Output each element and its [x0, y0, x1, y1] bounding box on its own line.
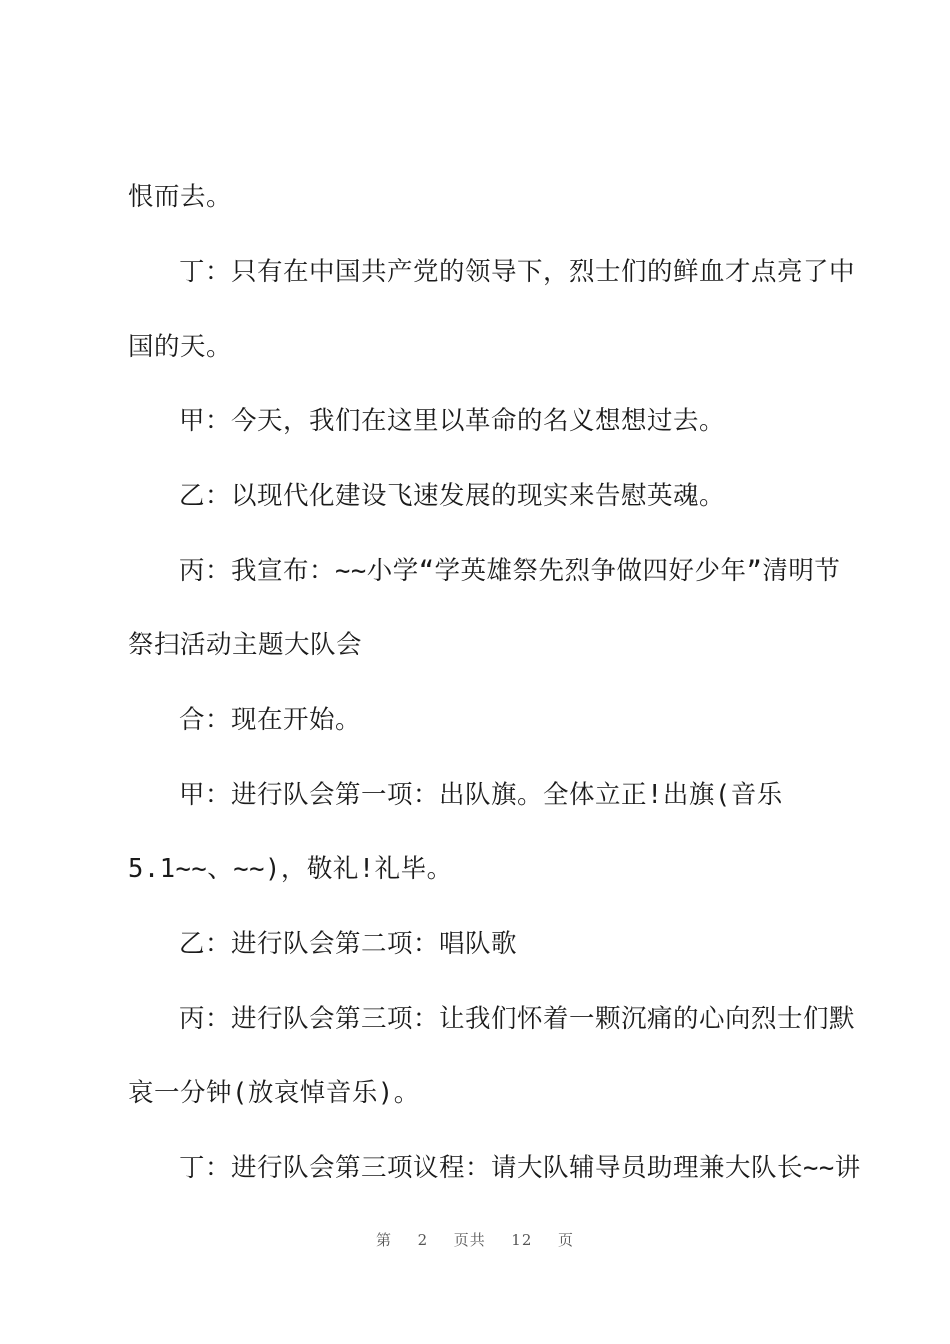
text-line-14: 丁：进行队会第三项议程：请大队辅导员助理兼大队长~~讲 — [179, 1153, 861, 1183]
text-line-6: 丙：我宣布：~~小学“学英雄祭先烈争做四好少年”清明节 — [179, 556, 841, 586]
text-line-9: 甲：进行队会第一项：出队旗。全体立正!出旗(音乐 — [179, 780, 783, 810]
text-line-12: 丙：进行队会第三项：让我们怀着一颗沉痛的心向烈士们默 — [179, 1004, 856, 1034]
text-line-11: 乙：进行队会第二项：唱队歌 — [179, 929, 518, 959]
footer-middle: 页共 — [453, 1231, 486, 1249]
text-line-7: 祭扫活动主题大队会 — [128, 630, 363, 660]
text-line-1: 恨而去。 — [128, 182, 233, 212]
text-line-8: 合：现在开始。 — [179, 705, 362, 735]
text-line-5: 乙：以现代化建设飞速发展的现实来告慰英魂。 — [179, 481, 726, 511]
text-line-10: 5.1~~、~~)，敬礼!礼毕。 — [128, 854, 453, 884]
footer-prefix: 第 — [376, 1231, 393, 1249]
footer-suffix: 页 — [557, 1231, 574, 1249]
text-line-13: 哀一分钟(放哀悼音乐)。 — [128, 1078, 420, 1108]
text-line-3: 国的天。 — [128, 332, 233, 362]
footer-total-pages: 12 — [511, 1231, 533, 1249]
text-line-4: 甲：今天，我们在这里以革命的名义想想过去。 — [179, 406, 726, 436]
footer-page-number: 2 — [417, 1231, 429, 1249]
page-footer — [0, 1229, 950, 1250]
text-line-2: 丁：只有在中国共产党的领导下，烈士们的鲜血才点亮了中 — [179, 257, 856, 287]
